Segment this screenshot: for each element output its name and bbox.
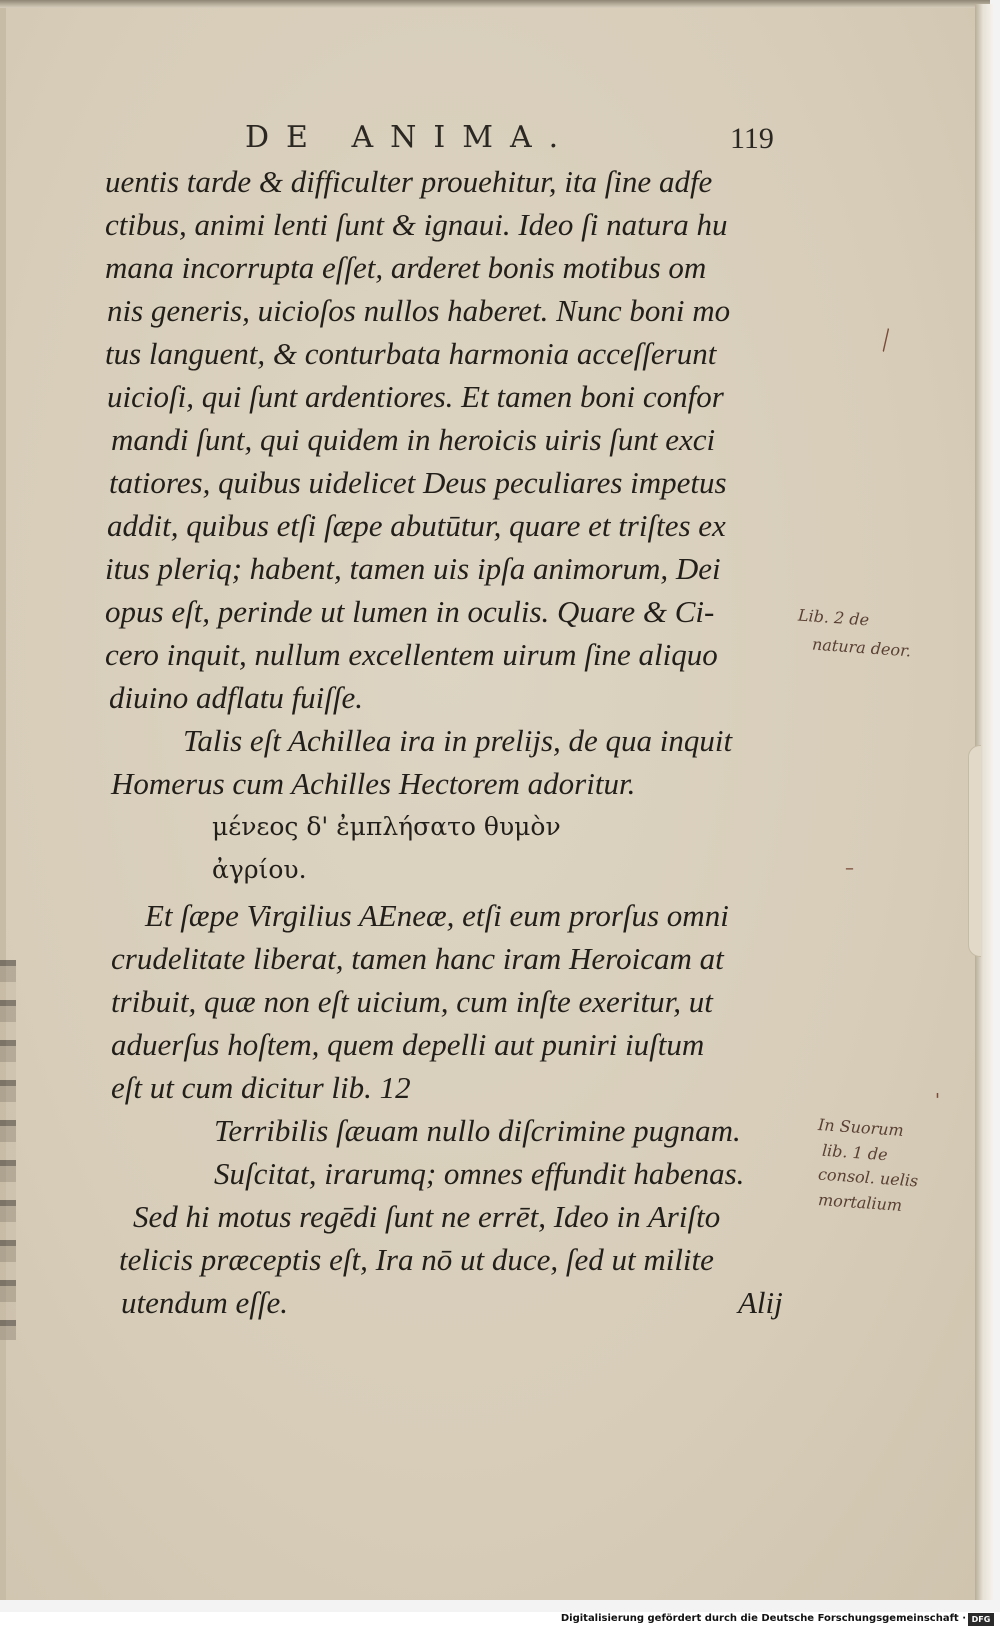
text-line: nis generis, uicioſos nullos haberet. Nunc boni mo (107, 293, 731, 328)
page-top-shadow (0, 0, 990, 8)
text-line: tus languent, & conturbata harmonia acceſſerunt (105, 336, 717, 371)
text-line: itus pleriq; habent, tamen uis ipſa animorum, Dei (105, 551, 721, 586)
margin-note-1-line-1: Lib. 2 de (797, 605, 870, 630)
margin-note-1-line-2: natura deor. (811, 634, 912, 661)
greek-line: μένεος δ' ἐμπλήσατο θυμὸν (212, 812, 561, 841)
text-line: tribuit, quæ non eſt uicium, cum inſte exeritur, ut (111, 984, 713, 1019)
margin-note-2-line-1: In Suorum (817, 1115, 905, 1140)
text-line: Sed hi motus regēdi ſunt ne errēt, Ideo in Ariſto (133, 1199, 721, 1234)
text-line: cero inquit, nullum excellentem uirum ſine aliquo (105, 637, 718, 672)
text-line: ctibus, animi lenti ſunt & ignaui. Ideo ſi natura hu (105, 207, 728, 242)
folio-number: 119 (730, 122, 774, 155)
ink-dot-mark: ' (935, 1090, 940, 1111)
text-line: tatiores, quibus uidelicet Deus peculiares impetus (109, 465, 727, 500)
text-line: uicioſi, qui ſunt ardentiores. Et tamen boni confor (107, 379, 724, 414)
dfg-logo: DFG (968, 1613, 994, 1626)
margin-note-2-line-3: consol. uelis (817, 1164, 919, 1191)
text-line: mandi ſunt, qui quidem in heroicis uiris ſunt exci (111, 422, 716, 457)
running-header (245, 120, 805, 160)
digitization-credit: Digitalisierung gefördert durch die Deutsche Forschungsgemeinschaft · (560, 1613, 966, 1624)
text-line: Et ſæpe Virgilius AEneæ, etſi eum prorſus omni (145, 898, 729, 933)
verse-line: Suſcitat, irarumq; omnes effundit habenas. (214, 1156, 745, 1191)
ink-tick-mark: ╲ (874, 328, 897, 353)
margin-note-2-line-4: mortalium (817, 1190, 903, 1215)
text-line: diuino adflatu fuiſſe. (109, 680, 364, 715)
verse-line: Terribilis ſæuam nullo diſcrimine pugnam. (214, 1113, 741, 1148)
text-line: Homerus cum Achilles Hectorem adoritur. (111, 766, 636, 801)
greek-line: ἀγρίου. (212, 855, 307, 884)
text-line: opus eſt, perinde ut lumen in oculis. Quare & Ci- (105, 594, 715, 629)
text-line: mana incorrupta eſſet, arderet bonis motibus om (105, 250, 707, 285)
book-page (0, 4, 981, 1600)
page-tab-mark (968, 745, 981, 957)
margin-note-2-line-2: lib. 1 de (821, 1140, 889, 1165)
text-line: crudelitate liberat, tamen hanc iram Heroicam at (111, 941, 724, 976)
text-line: aduerſus hoſtem, quem depelli aut puniri iuſtum (111, 1027, 705, 1062)
text-line: Talis eſt Achillea ira in prelijs, de qua inquit (183, 723, 733, 758)
text-line: addit, quibus etſi ſæpe abutūtur, quare et triſtes ex (107, 508, 726, 543)
binding-edge (0, 960, 16, 1340)
text-line: telicis præceptis eſt, Ira nō ut duce, ſed ut milite (119, 1242, 714, 1277)
catchword: Alij (738, 1285, 783, 1320)
text-line: utendum eſſe. (121, 1285, 289, 1320)
text-line: eſt ut cum dicitur lib. 12 (111, 1070, 411, 1105)
text-line: uentis tarde & difficulter prouehitur, ita ſine adfe (105, 164, 713, 199)
ink-dash-mark: – (845, 858, 854, 879)
running-title: DE ANIMA. (245, 120, 576, 155)
